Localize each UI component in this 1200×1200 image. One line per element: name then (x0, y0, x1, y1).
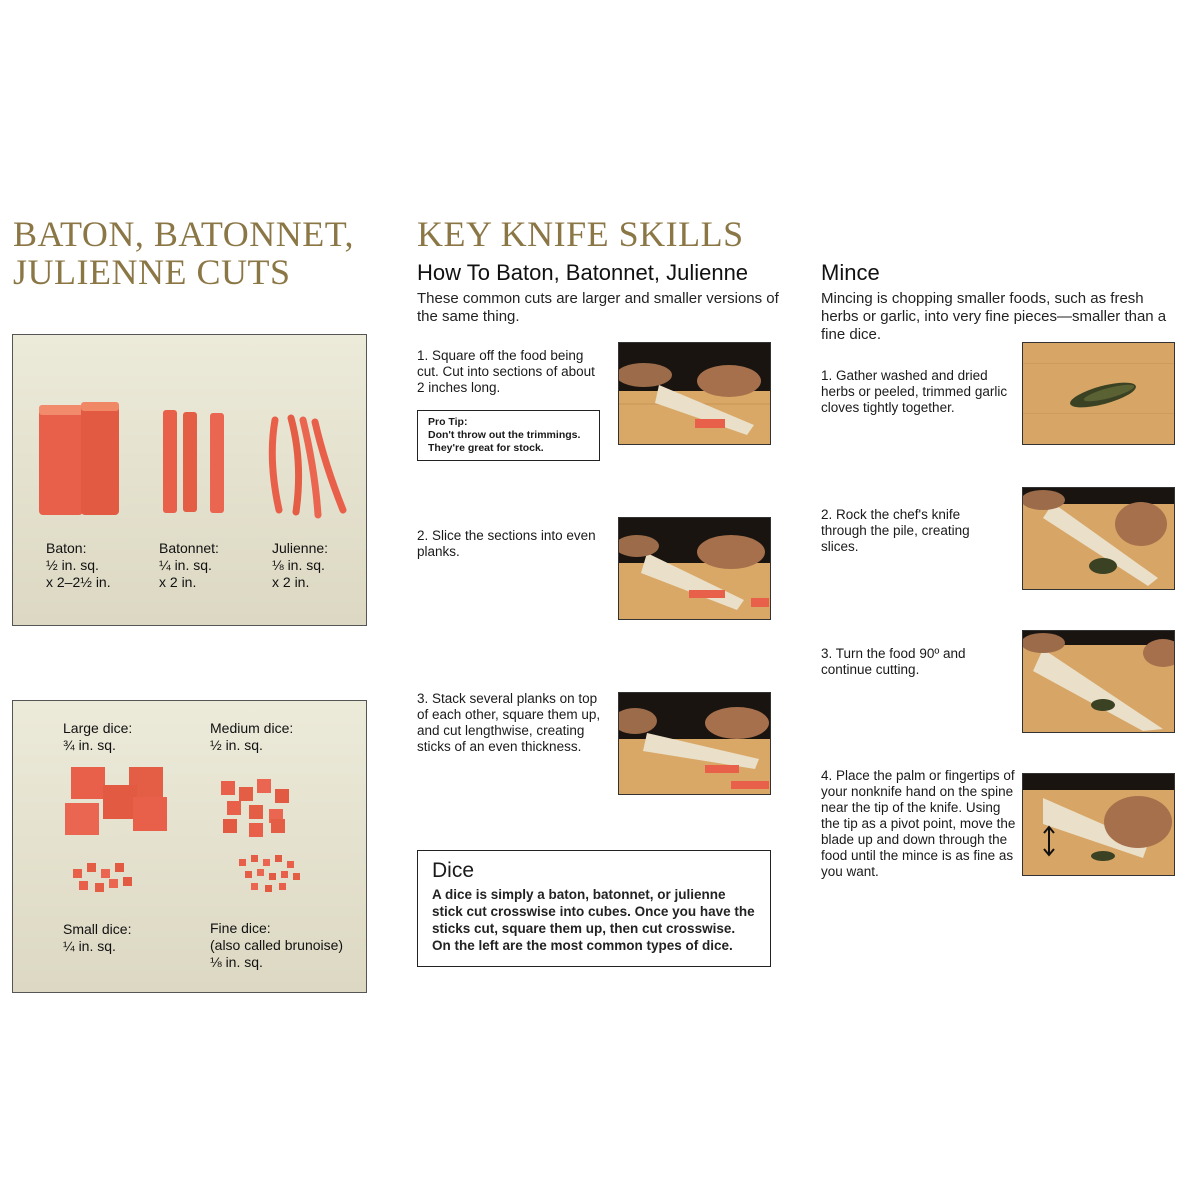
knife-skills-title-wrap (417, 215, 744, 253)
hand (705, 707, 769, 739)
batonnet-label (159, 540, 219, 591)
dice-info-box (417, 850, 771, 967)
carrot (689, 590, 725, 598)
cuts-photo-panel (12, 334, 367, 626)
mince-step-1: 1. Gather washed and dried herbs or peeled, trimmed garlic cloves tightly together. (821, 368, 1008, 415)
julienne-stick (272, 420, 279, 510)
hand (1104, 796, 1172, 848)
large-cube (71, 767, 105, 799)
baton-step-3-photo (618, 692, 771, 795)
batonnet-stick (163, 410, 177, 513)
large-dice-size: ¾ in. sq. (63, 737, 116, 753)
mince-step-1-photo (1022, 342, 1175, 445)
large-cube (65, 803, 99, 835)
baton-length: x 2–2½ in. (46, 574, 111, 590)
julienne-size: ⅛ in. sq. (272, 557, 325, 573)
hand (697, 365, 761, 397)
medium-dice-name: Medium dice: (210, 720, 294, 736)
cuts-title-line1: BATON, BATONNET, (13, 214, 355, 254)
hand (697, 535, 765, 569)
pro-tip-box (417, 410, 600, 461)
fine-dice-name: Fine dice: (210, 920, 271, 936)
baton-size: ½ in. sq. (46, 557, 99, 573)
baton-name: Baton: (46, 540, 87, 556)
mince-step-2: 2. Rock the chef's knife through the pile, creating slices. (821, 507, 970, 554)
pro-tip-text: Don't throw out the trimmings. They're great for stock. (428, 429, 581, 454)
small-dice-label (63, 921, 131, 955)
fine-dice-note: (also called brunoise) (210, 937, 344, 953)
baton-section-heading: How To Baton, Batonnet, Julienne (417, 260, 749, 285)
carrot (705, 765, 739, 773)
fine-dice-size: ⅛ in. sq. (210, 954, 263, 970)
carrot (751, 598, 769, 607)
baton-stick (81, 402, 119, 515)
mince-section-header (821, 260, 1181, 344)
mince-section-intro: Mincing is chopping smaller foods, such as fresh herbs or garlic, into very fine pieces—smaller than a fine dice. (821, 290, 1167, 343)
batonnet-length: x 2 in. (159, 574, 197, 590)
knife-skills-title: KEY KNIFE SKILLS (417, 214, 744, 254)
batonnet-stick (210, 413, 224, 513)
cuts-title-line2: JULIENNE CUTS (13, 252, 291, 292)
baton-step-2: 2. Slice the sections into even planks. (417, 528, 596, 559)
hand (1023, 490, 1065, 510)
small-dice-name: Small dice: (63, 921, 132, 937)
baton-step-2-photo (618, 517, 771, 620)
mince-step-4: 4. Place the palm or fingertips of your nonknife hand on the spine near the tip of the knife. Using the tip as a pivot point, move the blade up and down through the food until the mince is as fine as you want. (821, 768, 1016, 879)
hand (1023, 633, 1065, 653)
mince-section-heading: Mince (821, 260, 880, 285)
batonnet-stick (183, 412, 197, 512)
julienne-label (272, 540, 328, 591)
batonnet-size: ¼ in. sq. (159, 557, 212, 573)
medium-dice-label (210, 720, 293, 754)
medium-dice-size: ½ in. sq. (210, 737, 263, 753)
baton-step-1-photo (618, 342, 771, 445)
dice-box-title: Dice (432, 859, 475, 882)
herbs (1091, 699, 1115, 711)
cuts-title (13, 215, 354, 291)
large-cube (133, 797, 167, 831)
julienne-length: x 2 in. (272, 574, 310, 590)
julienne-name: Julienne: (272, 540, 329, 556)
carrot (695, 419, 725, 428)
fine-dice-label (210, 920, 343, 971)
large-dice-label (63, 720, 132, 754)
baton-label (46, 540, 111, 591)
baton-section-intro: These common cuts are larger and smaller versions of the same thing. (417, 290, 779, 325)
large-dice-name: Large dice: (63, 720, 133, 736)
dice-box-text: A dice is simply a baton, batonnet, or julienne stick cut crosswise into cubes. Once you have the sticks cut, square them up, then cut crosswise. On the left are the most common types of dice. (432, 887, 755, 953)
baton-section-header (417, 260, 787, 326)
batonnet-name: Batonnet: (159, 540, 219, 556)
dice-image (13, 759, 366, 909)
large-cube (103, 785, 137, 819)
mince-step-4-photo (1022, 773, 1175, 876)
baton-step-1: 1. Square off the food being cut. Cut into sections of about 2 inches long. (417, 348, 595, 395)
baton-stick (39, 405, 83, 515)
carrot (731, 781, 769, 789)
baton-step-3: 3. Stack several planks on top of each other, square them up, and cut lengthwise, creating sticks of an even thickness. (417, 691, 601, 754)
small-dice-size: ¼ in. sq. (63, 938, 116, 954)
mince-step-2-photo (1022, 487, 1175, 590)
mince-step-3-photo (1022, 630, 1175, 733)
herbs (1089, 558, 1117, 574)
julienne-stick (291, 418, 299, 512)
pro-tip-title: Pro Tip: (428, 416, 468, 428)
mince-step-3: 3. Turn the food 90º and continue cutting. (821, 646, 966, 677)
herbs (1091, 851, 1115, 861)
hand (1115, 502, 1167, 546)
dice-photo-panel (12, 700, 367, 993)
